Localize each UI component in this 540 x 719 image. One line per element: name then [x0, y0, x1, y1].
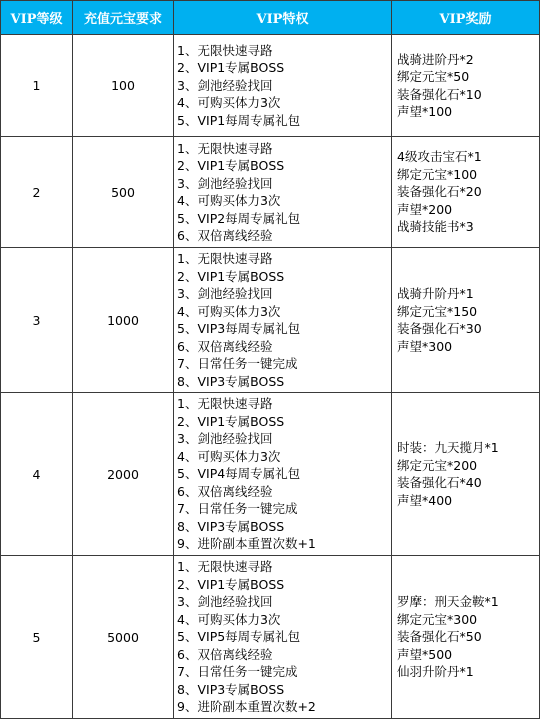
- rewards-cell: [392, 137, 540, 248]
- header-recharge-requirement: 充值元宝要求: [73, 1, 174, 35]
- privilege-item: 5、VIP2每周专属礼包: [177, 210, 301, 226]
- reward-item: 装备强化石*50: [397, 629, 482, 645]
- privilege-item: 8、VIP3专属BOSS: [177, 373, 285, 389]
- rewards-cell: [392, 393, 540, 556]
- privilege-item: 3、剑池经验找回: [177, 175, 273, 191]
- reward-item: 装备强化石*40: [397, 475, 482, 490]
- privilege-item: 6、双倍离线经验: [177, 483, 273, 499]
- privilege-item: 7、日常任务一键完成: [177, 356, 298, 371]
- privilege-item: 6、双倍离线经验: [177, 338, 273, 354]
- privileges-cell: [174, 137, 392, 248]
- vip-level-cell: 4: [1, 393, 73, 556]
- privilege-item: 8、VIP3专属BOSS: [177, 518, 285, 534]
- reward-item: 绑定元宝*100: [397, 166, 478, 182]
- vip-level-cell: 2: [1, 137, 73, 248]
- privilege-item: 2、VIP1专属BOSS: [177, 576, 285, 592]
- reward-item: 装备强化石*20: [397, 184, 482, 200]
- header-vip-level: VIP等级: [1, 1, 73, 35]
- privilege-item: 5、VIP4每周专属礼包: [177, 466, 301, 482]
- privilege-item: 4、可购买体力3次: [177, 95, 281, 111]
- privilege-item: 5、VIP1每周专属礼包: [177, 112, 301, 128]
- privilege-item: 3、剑池经验找回: [177, 594, 273, 610]
- reward-item: 声望*400: [397, 492, 453, 508]
- header-vip-privileges: VIP特权: [174, 1, 392, 35]
- reward-item: 仙羽升阶丹*1: [397, 664, 474, 680]
- privilege-item: 1、无限快速寻路: [177, 396, 273, 412]
- privilege-item: 1、无限快速寻路: [177, 140, 273, 156]
- reward-item: 时装：九天揽月*1: [397, 440, 499, 455]
- reward-item: 罗摩：刑天金鞍*1: [397, 594, 499, 610]
- table-row: [1, 393, 540, 556]
- privilege-item: 3、剑池经验找回: [177, 286, 273, 301]
- vip-level-cell: 5: [1, 556, 73, 719]
- privileges-cell: [174, 393, 392, 556]
- reward-item: 绑定元宝*200: [397, 457, 478, 473]
- rewards-cell: [392, 556, 540, 719]
- reward-item: 战骑技能书*3: [397, 219, 474, 235]
- reward-item: 4级攻击宝石*1: [397, 149, 482, 165]
- privilege-item: 9、进阶副本重置次数+1: [177, 536, 316, 552]
- privileges-cell: [174, 248, 392, 393]
- privilege-item: 7、日常任务一键完成: [177, 664, 298, 680]
- privilege-item: 5、VIP5每周专属礼包: [177, 629, 301, 645]
- reward-item: 声望*300: [397, 338, 453, 354]
- vip-level-cell: 1: [1, 35, 73, 137]
- reward-item: 绑定元宝*50: [397, 69, 470, 84]
- privilege-item: 2、VIP1专属BOSS: [177, 268, 285, 284]
- privilege-item: 7、日常任务一键完成: [177, 501, 298, 517]
- rewards-cell: [392, 35, 540, 137]
- privilege-item: 9、进阶副本重置次数+2: [177, 699, 316, 715]
- reward-item: 声望*500: [397, 646, 453, 662]
- recharge-amount-cell: 500: [73, 137, 174, 248]
- recharge-amount-cell: 5000: [73, 556, 174, 719]
- privilege-item: 3、剑池经验找回: [177, 431, 273, 447]
- privilege-item: 4、可购买体力3次: [177, 611, 281, 627]
- header-vip-rewards: VIP奖励: [392, 1, 540, 35]
- rewards-cell: [392, 248, 540, 393]
- privilege-item: 5、VIP3每周专属礼包: [177, 321, 301, 336]
- reward-item: 绑定元宝*150: [397, 303, 478, 319]
- recharge-amount-cell: 2000: [73, 393, 174, 556]
- reward-item: 声望*200: [397, 201, 453, 217]
- privilege-item: 2、VIP1专属BOSS: [177, 413, 285, 429]
- recharge-amount-cell: 100: [73, 35, 174, 137]
- reward-item: 绑定元宝*300: [397, 611, 478, 627]
- privilege-item: 1、无限快速寻路: [177, 251, 273, 266]
- privileges-cell: [174, 556, 392, 719]
- reward-item: 战骑进阶丹*2: [397, 51, 474, 67]
- vip-level-cell: 3: [1, 248, 73, 393]
- privilege-item: 8、VIP3专属BOSS: [177, 681, 285, 697]
- table-row: [1, 248, 540, 393]
- reward-item: 声望*100: [397, 104, 453, 119]
- privilege-item: 6、双倍离线经验: [177, 228, 273, 243]
- privilege-item: 2、VIP1专属BOSS: [177, 158, 285, 173]
- table-row: [1, 556, 540, 719]
- table-body: [1, 35, 540, 719]
- privilege-item: 1、无限快速寻路: [177, 559, 273, 575]
- reward-item: 战骑升阶丹*1: [397, 286, 474, 301]
- recharge-amount-cell: 1000: [73, 248, 174, 393]
- reward-item: 装备强化石*10: [397, 86, 482, 102]
- table-row: [1, 35, 540, 137]
- privilege-item: 4、可购买体力3次: [177, 303, 281, 319]
- privilege-item: 2、VIP1专属BOSS: [177, 60, 285, 76]
- privilege-item: 6、双倍离线经验: [177, 646, 273, 662]
- header-row: [1, 1, 540, 35]
- privilege-item: 4、可购买体力3次: [177, 193, 281, 208]
- privilege-item: 3、剑池经验找回: [177, 77, 273, 93]
- reward-item: 装备强化石*30: [397, 321, 482, 336]
- privilege-item: 4、可购买体力3次: [177, 448, 281, 464]
- privileges-cell: [174, 35, 392, 137]
- privilege-item: 1、无限快速寻路: [177, 42, 273, 58]
- table-row: [1, 137, 540, 248]
